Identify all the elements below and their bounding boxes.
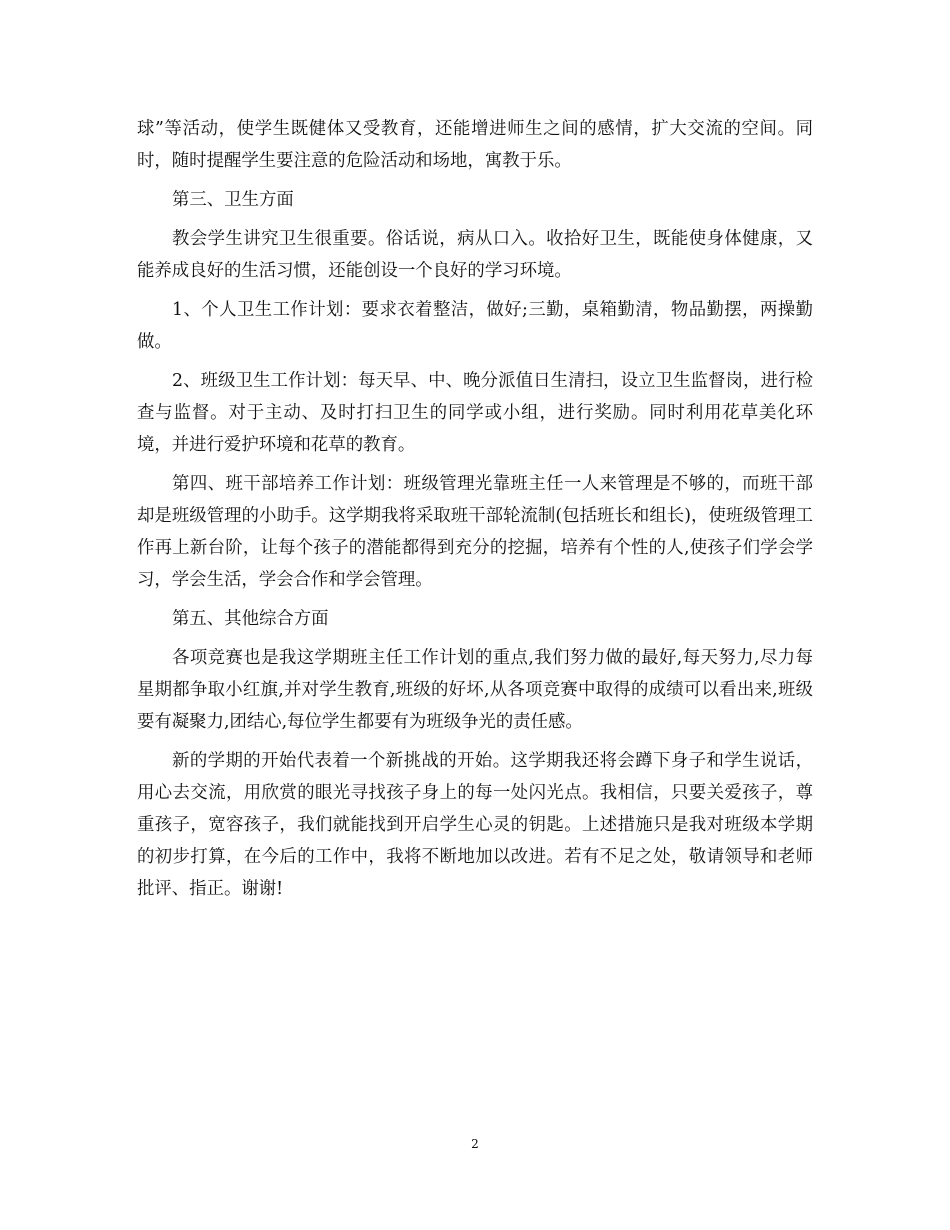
paragraph-personal-hygiene: 1、个人卫生工作计划：要求衣着整洁，做好;三勤，桌箱勤清，物品勤摆，两操勤做。: [137, 300, 813, 352]
section-heading-other: 第五、其他综合方面: [172, 609, 329, 629]
paragraph-class-hygiene: 2、班级卫生工作计划：每天早、中、晚分派值日生清扫，设立卫生监督岗，进行检查与监督。对于主动、及时打扫卫生的同学或小组，进行奖励。同时利用花草美化环境，并进行爱护环境和花草的教育。: [137, 371, 813, 455]
page-number: 2: [471, 1137, 479, 1151]
paragraph-1: 球”等活动，使学生既健体又受教育，还能增进师生之间的感情，扩大交流的空间。同时，随时提醒学生要注意的危险活动和场地，寓教于乐。: [137, 119, 813, 171]
section-heading-hygiene: 第三、卫生方面: [172, 190, 294, 210]
paragraph-class-cadre: 第四、班干部培养工作计划：班级管理光靠班主任一人来管理是不够的，而班干部却是班级管理的小助手。这学期我将采取班干部轮流制(包括班长和组长)，使班级管理工作再上新台阶，让每个孩子的潜能都得到充分的挖掘，培养有个性的人,使孩子们学会学习，学会生活，学会合作和学会管理。: [137, 474, 813, 590]
paragraph-competitions: 各项竞赛也是我这学期班主任工作计划的重点,我们努力做的最好,每天努力,尽力每星期都争取小红旗,并对学生教育,班级的好坏,从各项竞赛中取得的成绩可以看出来,班级要有凝聚力,团结心,每位学生都要有为班级争光的责任感。: [137, 648, 813, 732]
document-body: [137, 113, 813, 912]
paragraph-conclusion: 新的学期的开始代表着一个新挑战的开始。这学期我还将会蹲下身子和学生说话，用心去交流，用欣赏的眼光寻找孩子身上的每一处闪光点。我相信，只要关爱孩子，尊重孩子，宽容孩子，我们就能找到开启学生心灵的钥匙。上述措施只是我对班级本学期的初步打算，在今后的工作中，我将不断地加以改进。若有不足之处，敬请领导和老师批评、指正。谢谢!: [137, 751, 813, 899]
paragraph-hygiene-intro: 教会学生讲究卫生很重要。俗话说，病从口入。收拾好卫生，既能使身体健康，又能养成良好的生活习惯，还能创设一个良好的学习环境。: [137, 229, 813, 281]
